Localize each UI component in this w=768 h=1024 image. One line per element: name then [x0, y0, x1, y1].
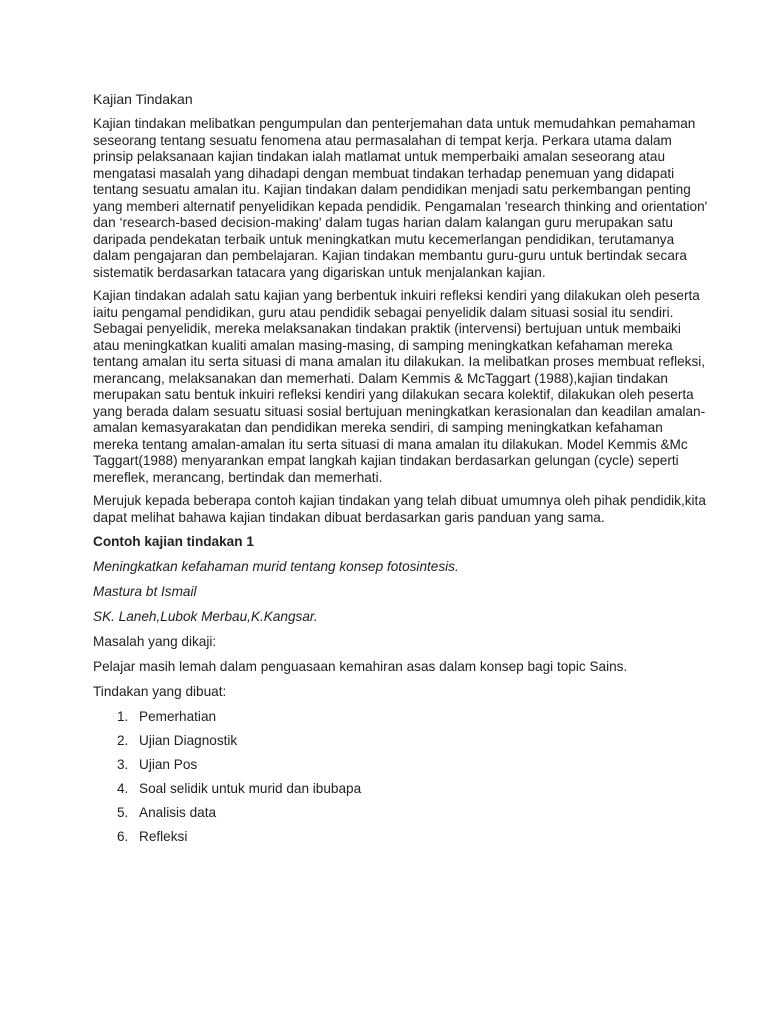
list-item-text: Pemerhatian [139, 709, 217, 724]
list-item-text: Refleksi [139, 829, 188, 844]
list-item-number: 4. [117, 781, 129, 796]
list-item [117, 828, 708, 845]
study-title: Meningkatkan kefahaman murid tentang konsep fotosintesis. [93, 559, 459, 574]
problem-label: Masalah yang dikaji: [93, 634, 217, 649]
problem-text: Pelajar masih lemah dalam penguasaan kemahiran asas dalam konsep bagi topic Sains. [93, 659, 628, 674]
list-item-number: 5. [117, 805, 129, 820]
list-item-number: 6. [117, 829, 129, 844]
document-title: Kajian Tindakan [93, 91, 193, 107]
list-item [117, 804, 708, 821]
study-school: SK. Laneh,Lubok Merbau,K.Kangsar. [93, 609, 318, 624]
list-item-number: 3. [117, 757, 129, 772]
list-item-number: 2. [117, 733, 129, 748]
example-heading: Contoh kajian tindakan 1 [93, 534, 254, 549]
study-author: Mastura bt Ismail [93, 584, 197, 599]
paragraph-definition: Kajian tindakan melibatkan pengumpulan dan penterjemahan data untuk memudahkan pemahaman seseorang tentang sesuatu fenomena atau permasalahan di tempat kerja. Perkara utama dalam prinsip pelaksanaan kajian tindakan ialah matlamat untuk memperbaiki amalan seseorang atau mengatasi masalah yang dihadapi dengan membuat tindakan terhadap penemuan yang didapati tentang sesuatu amalan itu. Kajian tindakan dalam pendidikan menjadi satu perkembangan penting yang memberi alternatif penyelidikan kepada pendidik. Pengamalan 'research thinking and orientation' dan ‘research-based decision-making' dalam tugas harian dalam kalangan guru merupakan satu daripada pendekatan terbaik untuk meningkatkan mutu kecemerlangan pendidikan, terutamanya dalam pengajaran dan pembelajaran. Kajian tindakan membantu guru-guru untuk bertindak secara sistematik berdasarkan tatacara yang digariskan untuk menjalankan kajian. [93, 116, 708, 280]
list-item-text: Ujian Pos [139, 757, 198, 772]
list-item [117, 732, 708, 749]
list-item [117, 756, 708, 773]
paragraph-examples-intro: Merujuk kepada beberapa contoh kajian tindakan yang telah dibuat umumnya oleh pihak pendidik,kita dapat melihat bahawa kajian tindakan dibuat berdasarkan garis panduan yang sama. [93, 493, 706, 525]
list-item-number: 1. [117, 709, 129, 724]
paragraph-inquiry: Kajian tindakan adalah satu kajian yang berbentuk inkuiri refleksi kendiri yang dilakukan oleh peserta iaitu pengamal pendidikan, guru atau pendidik sebagai penyelidik dalam situasi sosial itu sendiri. Sebagai penyelidik, mereka melaksanakan tindakan praktik (intervensi) bertujuan untuk membaiki atau meningkatkan kualiti amalan masing-masing, di samping meningkatkan kefahaman mereka tentang amalan itu serta situasi di mana amalan itu dilakukan. Ia melibatkan proses membuat refleksi, merancang, melaksanakan dan memerhati. Dalam Kemmis & McTaggart (1988),kajian tindakan merupakan satu bentuk inkuiri refleksi kendiri yang dilakukan secara kolektif, dilakukan oleh peserta yang berada dalam sesuatu situasi sosial bertujuan meningkatkan kerasionalan dan keadilan amalan-amalan kemasyarakatan dan pendidikan mereka sendiri, di samping meningkatkan kefahaman mereka tentang amalan-amalan itu serta situasi di mana amalan itu dilakukan. Model Kemmis &Mc Taggart(1988) menyarankan empat langkah kajian tindakan berdasarkan gelungan (cycle) seperti mereflek, merancang, bertindak dan memerhati. [93, 288, 706, 485]
list-item-text: Soal selidik untuk murid dan ibubapa [139, 781, 362, 796]
actions-label: Tindakan yang dibuat: [93, 684, 227, 699]
list-item-text: Analisis data [139, 805, 217, 820]
list-item-text: Ujian Diagnostik [139, 733, 238, 748]
list-item [117, 708, 708, 725]
list-item [117, 780, 708, 797]
actions-list [93, 708, 708, 845]
